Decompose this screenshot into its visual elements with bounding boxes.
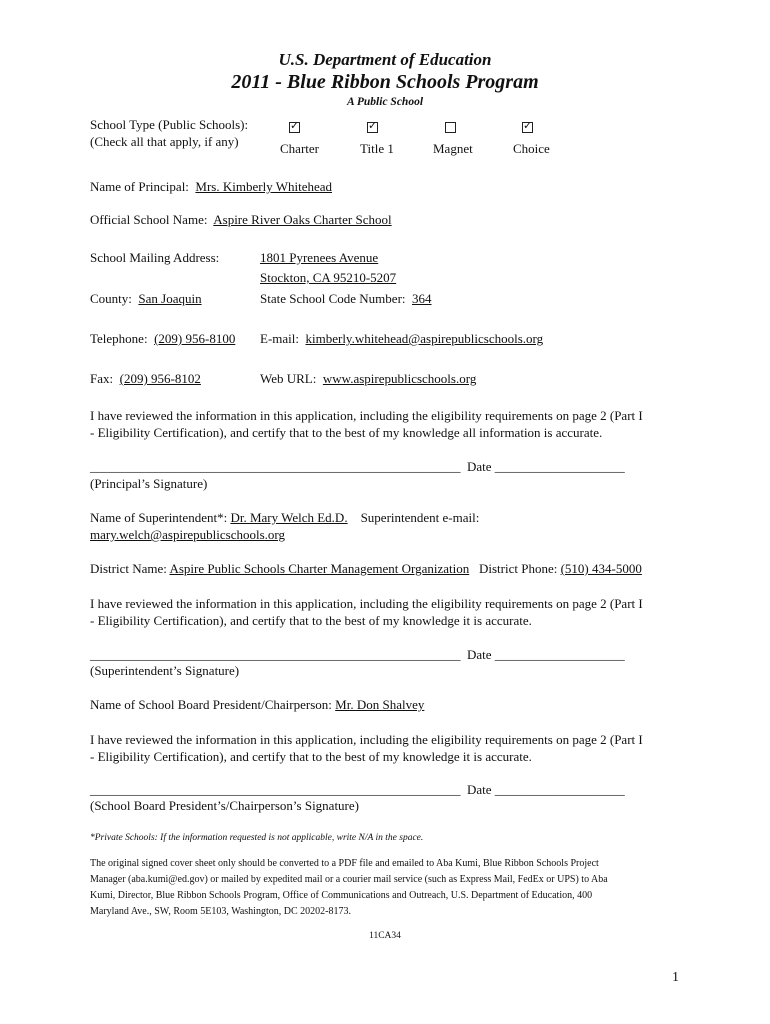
check-icon: ✓ xyxy=(290,119,300,132)
choice-checkbox[interactable] xyxy=(522,119,533,133)
state-code-label: State School Code Number: xyxy=(260,291,406,306)
charter-label: Charter xyxy=(280,141,319,156)
address-label: School Mailing Address: xyxy=(90,250,220,265)
choice-label: Choice xyxy=(513,141,550,156)
instructions-line4: Maryland Ave., SW, Room 5E103, Washington, DC 20202-8173. xyxy=(90,906,351,917)
private-schools-note: *Private Schools: If the information requested is not applicable, write N/A in the space. xyxy=(90,833,424,843)
title1-label: Title 1 xyxy=(360,141,394,156)
web-value: www.aspirepublicschools.org xyxy=(322,371,477,386)
page-number: 1 xyxy=(672,970,679,985)
web-row xyxy=(260,371,476,387)
principal-cert-line1: I have reviewed the information in this application, including the eligibility requirements on page 2 (Part I xyxy=(90,408,643,423)
fax-label: Fax: xyxy=(90,371,114,386)
instructions-line3: Kumi, Director, Blue Ribbon Schools Program, Office of Communications and Outreach, U.S. Department of Education, 400 xyxy=(90,890,593,901)
board-name: Mr. Don Shalvey xyxy=(335,697,425,712)
program-title: 2011 - Blue Ribbon Schools Program xyxy=(231,71,539,93)
district-phone: (510) 434-5000 xyxy=(560,561,642,576)
board-label: Name of School Board President/Chairperson: xyxy=(90,697,332,712)
document-code: 11CA34 xyxy=(369,931,401,941)
fax-value: (209) 956-8102 xyxy=(119,371,201,386)
date-label: Date xyxy=(467,782,492,797)
principal-signature-caption: (Principal’s Signature) xyxy=(90,476,208,491)
district-label: District Name: xyxy=(90,561,167,576)
board-cert-line1: I have reviewed the information in this application, including the eligibility requirements on page 2 (Part I xyxy=(90,732,643,747)
email-label: E-mail: xyxy=(260,331,299,346)
principal-cert-line2: - Eligibility Certification), and certify that to the best of my knowledge all information is accurate. xyxy=(90,425,603,440)
county-label: County: xyxy=(90,291,132,306)
fax-row xyxy=(90,371,201,387)
county-row xyxy=(90,291,202,307)
address-line2: Stockton, CA 95210-5207 xyxy=(260,270,397,285)
state-code-row xyxy=(260,291,432,307)
telephone-label: Telephone: xyxy=(90,331,148,346)
title1-checkbox[interactable] xyxy=(367,119,378,133)
signature-blank: _________________________________________________________ xyxy=(90,647,461,662)
magnet-label: Magnet xyxy=(433,141,473,156)
superintendent-cert-line2: - Eligibility Certification), and certify that to the best of my knowledge it is accurate. xyxy=(90,613,532,628)
board-row xyxy=(90,697,424,713)
principal-label: Name of Principal: xyxy=(90,179,189,194)
principal-signature-line xyxy=(90,459,625,475)
school-type-label: School Type (Public Schools): xyxy=(90,117,249,132)
school-type-hint: (Check all that apply, if any) xyxy=(90,134,239,149)
telephone-value: (209) 956-8100 xyxy=(154,331,236,346)
signature-blank: _________________________________________________________ xyxy=(90,782,461,797)
board-signature-line xyxy=(90,782,625,798)
charter-checkbox[interactable] xyxy=(289,119,300,133)
instructions-line1: The original signed cover sheet only should be converted to a PDF file and emailed to Aba Kumi, Blue Ribbon Schools Project xyxy=(90,858,599,869)
school-name-row xyxy=(90,212,392,228)
district-phone-label: District Phone: xyxy=(478,561,558,576)
signature-blank: _________________________________________________________ xyxy=(90,459,461,474)
superintendent-cert-line1: I have reviewed the information in this application, including the eligibility requirements on page 2 (Part I xyxy=(90,596,643,611)
principal-row xyxy=(90,179,332,195)
check-icon: ✓ xyxy=(523,119,533,132)
district-row xyxy=(90,561,642,577)
address-line1: 1801 Pyrenees Avenue xyxy=(260,250,379,265)
date-label: Date xyxy=(467,459,492,474)
superintendent-label: Name of Superintendent*: xyxy=(90,510,228,525)
district-name: Aspire Public Schools Charter Management Organization xyxy=(169,561,470,576)
school-kind: A Public School xyxy=(346,96,424,108)
email-row xyxy=(260,331,543,347)
date-blank: ____________________ xyxy=(494,459,625,474)
date-blank: ____________________ xyxy=(494,782,625,797)
superintendent-name: Dr. Mary Welch Ed.D. xyxy=(230,510,348,525)
school-name-label: Official School Name: xyxy=(90,212,208,227)
principal-name: Mrs. Kimberly Whitehead xyxy=(195,179,333,194)
date-blank: ____________________ xyxy=(494,647,625,662)
superintendent-signature-line xyxy=(90,647,625,663)
state-code-value: 364 xyxy=(412,291,432,306)
county-value: San Joaquin xyxy=(138,291,202,306)
web-label: Web URL: xyxy=(260,371,317,386)
superintendent-email: mary.welch@aspirepublicschools.org xyxy=(90,527,286,542)
board-signature-caption: (School Board President’s/Chairperson’s Signature) xyxy=(90,798,359,813)
school-name-value: Aspire River Oaks Charter School xyxy=(213,212,392,227)
email-value: kimberly.whitehead@aspirepublicschools.org xyxy=(305,331,544,346)
date-label: Date xyxy=(467,647,492,662)
board-cert-line2: - Eligibility Certification), and certify that to the best of my knowledge it is accurate. xyxy=(90,749,532,764)
superintendent-email-label: Superintendent e-mail: xyxy=(360,510,480,525)
superintendent-row xyxy=(90,510,479,526)
check-icon: ✓ xyxy=(368,119,378,132)
superintendent-signature-caption: (Superintendent’s Signature) xyxy=(90,663,240,678)
department-title: U.S. Department of Education xyxy=(278,50,492,69)
instructions-line2: Manager (aba.kumi@ed.gov) or mailed by expedited mail or a courier mail service (such as Express Mail, FedEx or UPS) to Aba xyxy=(90,874,608,885)
magnet-checkbox[interactable] xyxy=(445,122,456,133)
telephone-row xyxy=(90,331,235,347)
